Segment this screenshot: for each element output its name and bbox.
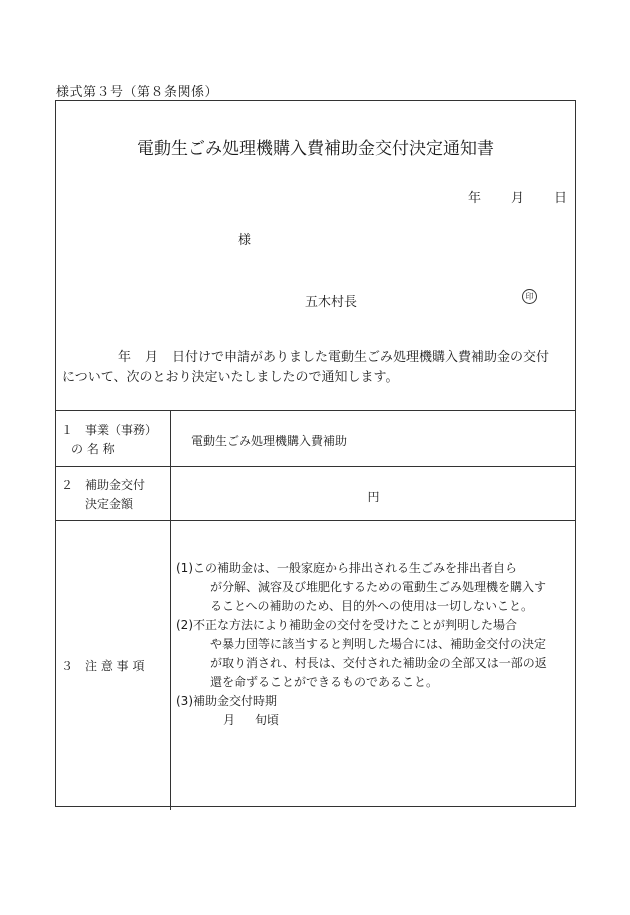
table-row: [55, 411, 576, 467]
date-day: 日: [553, 191, 567, 206]
notice-text: [62, 348, 572, 388]
note-line: が分解、減容及び堆肥化するための電動生ごみ処理機を購入す: [210, 580, 547, 594]
document-title: 電動生ごみ処理機購入費補助金交付決定通知書: [137, 139, 494, 159]
project-name-text: 電動生ごみ処理機購入費補助: [191, 434, 348, 448]
note-line: この補助金は、一般家庭から排出される生ごみを排出者自ら: [193, 561, 518, 575]
payment-period: [176, 711, 576, 730]
date-month: 月: [510, 191, 524, 206]
notice-line2: について、次のとおり決定いたしましたので通知します。: [62, 370, 399, 385]
notice-form: [55, 100, 576, 807]
note-line: ることへの補助のため、目的外への使用は一切しないこと。: [210, 599, 534, 613]
table-row: [55, 521, 576, 810]
note-number: (3): [176, 694, 193, 708]
notice-month: 月: [145, 350, 159, 365]
notice-year: 年: [118, 350, 132, 365]
label-line: 決定金額: [85, 497, 134, 511]
label-line: ３ 注 意 事 項: [61, 659, 145, 673]
note-item: [176, 559, 576, 616]
period-term: 旬頃: [255, 713, 280, 727]
notice-line1: 日付けで申請がありました電動生ごみ処理機購入費補助金の交付: [172, 350, 550, 365]
note-number: (1): [176, 561, 193, 575]
note-line: 不正な方法により補助金の交付を受けたことが判明した場合: [193, 618, 518, 632]
note-line: が取り消され、村長は、交付された補助金の全部又は一部の返: [210, 656, 547, 670]
notes-label: [55, 521, 171, 810]
notes-list: [176, 559, 576, 730]
table-row: [55, 467, 576, 521]
issuer-name: 五木村長: [305, 295, 358, 310]
label-line: の 名 称: [71, 442, 115, 456]
form-number: 様式第３号（第８条関係）: [56, 85, 219, 100]
period-month: 月: [223, 713, 236, 727]
date-year: 年: [467, 191, 481, 206]
seal-icon: 印: [522, 289, 537, 304]
note-item: [176, 692, 576, 711]
amount-label: [55, 467, 171, 520]
label-line: ２ 補助金交付: [61, 478, 146, 492]
notes-value: [171, 521, 576, 810]
amount-value: [171, 467, 576, 520]
details-table: [55, 410, 576, 810]
addressee-suffix: 様: [238, 233, 252, 248]
note-line: 還を命ずることができるものであること。: [210, 675, 439, 689]
amount-unit: 円: [367, 490, 380, 504]
project-name-value: [171, 411, 576, 466]
project-name-label: [55, 411, 171, 466]
note-line: や暴力団等に該当すると判明した場合には、補助金交付の決定: [210, 637, 547, 651]
label-line: １ 事業（事務）: [61, 423, 158, 437]
issue-date: [468, 187, 567, 206]
note-item: [176, 616, 576, 692]
note-line: 補助金交付時期: [193, 694, 278, 708]
note-number: (2): [176, 618, 193, 632]
